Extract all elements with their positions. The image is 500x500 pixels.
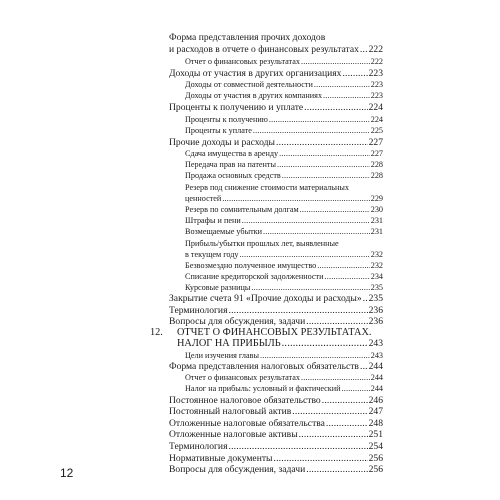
toc-entry-page: 247 [368, 406, 383, 417]
toc-entry-title: Списание кредиторской задолженности [185, 272, 324, 281]
toc-entry [185, 372, 383, 383]
toc-entry [185, 204, 383, 215]
toc-entry-title: Передача прав на патенты [185, 160, 276, 169]
toc-entry-title: Безвозмездно полученное имущество [185, 261, 317, 270]
toc-entry [177, 327, 383, 338]
toc-leader-dots [240, 249, 370, 260]
toc-leader-dots [276, 137, 368, 148]
toc-entry [185, 282, 383, 293]
toc-entry-title: Продажа основных средств [185, 171, 281, 180]
toc-entry-page: 256 [368, 453, 383, 464]
toc-leader-dots [314, 79, 370, 90]
toc-entry [169, 361, 383, 372]
toc-entry-page: 224 [370, 115, 383, 124]
toc-entry-page: 222 [368, 44, 383, 55]
toc-leader-dots [363, 293, 368, 304]
toc-entry-title: Доходы от совместной деятельности [185, 80, 313, 89]
toc-entry-title: Резерв по сомнительным долгам [185, 205, 299, 214]
toc-leader-dots [299, 429, 368, 440]
chapter-number: 12. [150, 327, 163, 338]
toc-entry-title: Форма представления налоговых обязательств [169, 361, 359, 372]
toc-entry-title: Отчет о финансовых результатах [185, 57, 300, 66]
toc-entry-title: Отложенные налоговые обязательства [169, 418, 325, 429]
toc-leader-dots [323, 90, 370, 101]
toc-entry-title: Прочие доходы и расходы [169, 137, 276, 148]
toc-leader-dots [269, 114, 370, 125]
toc-leader-dots [253, 125, 370, 136]
toc-entry [185, 170, 383, 181]
toc-entry [185, 90, 383, 101]
toc-leader-dots [342, 68, 367, 79]
toc-entry [169, 32, 383, 43]
toc-entry-title: Отчет о финансовых результатах [185, 373, 300, 382]
toc-leader-dots [222, 193, 369, 204]
toc-leader-dots [279, 148, 370, 159]
toc-entry [185, 226, 383, 237]
toc-entry [185, 125, 383, 136]
toc-leader-dots [306, 464, 367, 475]
toc-leader-dots [273, 453, 367, 464]
toc-entry-page: 256 [368, 464, 383, 475]
toc-entry [169, 464, 383, 475]
toc-entry-title: Курсовые разницы [185, 283, 251, 292]
toc-leader-dots [317, 260, 369, 271]
toc-entry-page: 228 [370, 171, 383, 180]
toc-entry [169, 395, 383, 406]
toc-entry-page: 235 [368, 293, 383, 304]
toc-entry-page: 235 [370, 283, 383, 292]
toc-entry-page: 244 [370, 384, 383, 393]
toc-entry-title: Постоянный налоговый актив [169, 406, 292, 417]
toc-leader-dots [228, 441, 367, 452]
toc-entry-page: 243 [370, 351, 383, 360]
page-number: 12 [60, 466, 74, 480]
toc-entry-title: Вопросы для обсуждения, задачи [169, 316, 306, 327]
toc-entry-page: 227 [370, 149, 383, 158]
toc-entry [185, 215, 383, 226]
toc-entry [169, 44, 383, 55]
toc-entry [169, 406, 383, 417]
toc-entry [185, 193, 383, 204]
toc-entry [169, 418, 383, 429]
toc-entry-title: Проценты к уплате [185, 126, 252, 135]
toc-leader-dots [301, 372, 370, 383]
toc-entry-page: 224 [368, 102, 383, 113]
toc-entry-title: Штрафы и пени [185, 216, 241, 225]
toc-entry-title: и расходов в отчете о финансовых результатах [169, 44, 359, 55]
toc-entry-page: 254 [368, 441, 383, 452]
toc-entry-page: 227 [368, 137, 383, 148]
toc-entry-page: 230 [370, 205, 383, 214]
toc-entry [169, 102, 383, 113]
toc-entry-page: 223 [370, 80, 383, 89]
toc-leader-dots [282, 338, 368, 349]
toc-entry-title: Проценты к получению и уплате [169, 102, 304, 113]
toc-entry-title: Закрытие счета 91 «Прочие доходы и расходы» [169, 293, 362, 304]
toc-entry-page: 228 [370, 160, 383, 169]
toc-leader-dots [342, 383, 370, 394]
toc-entry-title: Отложенные налоговые активы [169, 429, 298, 440]
toc-entry-title: Вопросы для обсуждения, задачи [169, 464, 306, 475]
toc-leader-dots [360, 361, 368, 372]
toc-entry [169, 305, 383, 316]
toc-entry-title: ОТЧЕТ О ФИНАНСОВЫХ РЕЗУЛЬТАТАХ. [177, 327, 372, 338]
toc-leader-dots [322, 395, 368, 406]
toc-leader-dots [260, 350, 370, 361]
toc-entry [169, 429, 383, 440]
toc-entry [169, 293, 383, 304]
toc-entry-title: Цели изучения главы [185, 351, 259, 360]
toc-entry-title: НАЛОГ НА ПРИБЫЛЬ [177, 338, 281, 349]
toc-entry [185, 148, 383, 159]
toc-leader-dots [228, 305, 367, 316]
toc-leader-dots [251, 282, 369, 293]
toc-entry [185, 383, 383, 394]
toc-entry [185, 159, 383, 170]
toc-entry [169, 137, 383, 148]
toc-leader-dots [325, 271, 370, 282]
toc-leader-dots [304, 102, 367, 113]
toc-entry [185, 271, 383, 282]
toc-entry [169, 68, 383, 79]
toc-leader-dots [282, 170, 370, 181]
toc-entry [177, 338, 383, 349]
toc-entry-page: 223 [370, 91, 383, 100]
toc-entry-page: 231 [370, 216, 383, 225]
toc-entry-title: Терминология [169, 441, 228, 452]
toc-entry-page: 243 [368, 338, 383, 349]
toc-entry-page: 225 [370, 126, 383, 135]
toc-leader-dots [300, 204, 370, 215]
toc-entry [185, 56, 383, 67]
toc-entry-title: Проценты к получению [185, 115, 268, 124]
toc-leader-dots [242, 215, 370, 226]
toc-entry-title: Доходы от участия в других компаниях [185, 91, 323, 100]
toc-entry-title: Резерв под снижение стоимости материальных [185, 183, 349, 192]
toc-entry-page: 232 [370, 250, 383, 259]
toc-entry-page: 232 [370, 261, 383, 270]
toc-leader-dots [263, 226, 370, 237]
toc-leader-dots [360, 44, 368, 55]
toc-entry-page: 244 [368, 361, 383, 372]
toc-entry-page: 246 [368, 395, 383, 406]
toc-entry-page: 222 [370, 57, 383, 66]
toc-leader-dots [326, 418, 368, 429]
toc-entry [185, 114, 383, 125]
toc-entry-page: 244 [370, 373, 383, 382]
toc-entry [185, 238, 383, 249]
toc-entry-page: 223 [368, 68, 383, 79]
toc-leader-dots [306, 316, 367, 327]
toc-entry-title: Постоянное налоговое обязательство [169, 395, 321, 406]
toc-entry-title: Возмещаемые убытки [185, 227, 263, 236]
toc-leader-dots [277, 159, 370, 170]
toc-entry-page: 234 [370, 272, 383, 281]
toc-entry [185, 249, 383, 260]
toc-entry [185, 260, 383, 271]
toc-entry [185, 350, 383, 361]
toc-entry-page: 229 [370, 194, 383, 203]
toc-entry [169, 316, 383, 327]
toc-entry [185, 182, 383, 193]
toc-entry-title: ценностей [185, 194, 222, 203]
toc-entry-page: 231 [370, 227, 383, 236]
toc-entry-page: 251 [368, 429, 383, 440]
toc-entry-title: Сдача имущества в аренду [185, 149, 279, 158]
toc-leader-dots [292, 406, 367, 417]
toc-entry-page: 236 [368, 305, 383, 316]
toc-entry-title: Форма представления прочих доходов [169, 32, 326, 43]
toc-entry-page: 248 [368, 418, 383, 429]
toc-entry-page: 236 [368, 316, 383, 327]
toc-entry [185, 79, 383, 90]
toc-entry-title: Доходы от участия в других организациях [169, 68, 342, 79]
toc-entry [169, 441, 383, 452]
toc-entry-title: Терминология [169, 305, 228, 316]
toc-entry-title: Нормативные документы [169, 453, 273, 464]
toc-leader-dots [301, 56, 370, 67]
toc-entry-title: в текущем году [185, 250, 239, 259]
toc-entry-title: Прибыль/убытки прошлых лет, выявленные [185, 239, 339, 248]
toc-entry [169, 453, 383, 464]
toc-entry-title: Налог на прибыль: условный и фактический [185, 384, 341, 393]
